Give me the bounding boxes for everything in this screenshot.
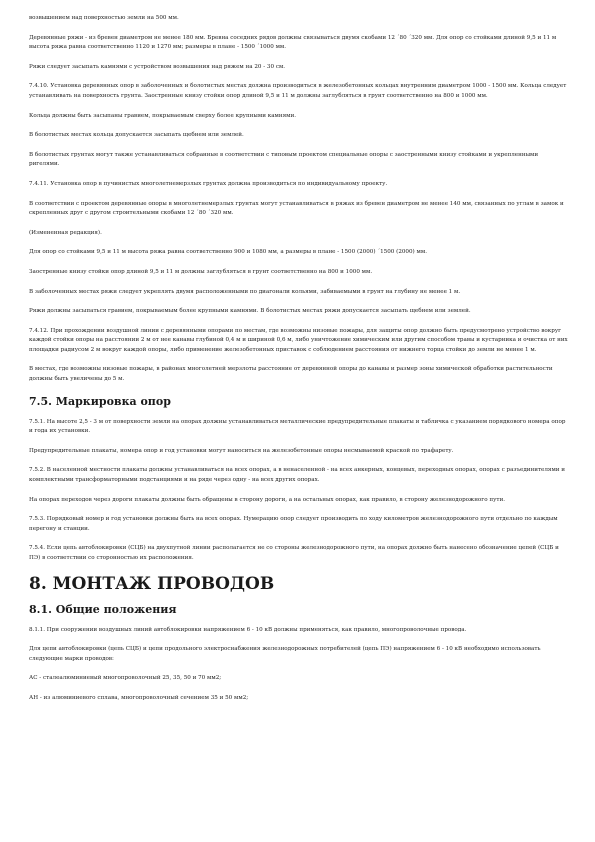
paragraph-8-1-1: 8.1.1. При сооружении воздушных линий автоблокировки напряжением 6 - 10 кВ должны применяться, как правило, многопроволочные провода. (29, 626, 467, 633)
paragraph-ryazh-dimensions: Для опор со стойками 9,5 и 11 м высота ряжа равна соответственно 900 и 1080 мм, а размеры в плане - 1500 (2000) ´1500 (2000) мм. (29, 249, 427, 256)
paragraph-7-4-10: 7.4.10. Установка деревянных опор в заболоченных и болотистых местах должна производиться в железобетонных кольцах внутренним диаметром 1000 - 1500 мм. Кольца следует устанавливать на поверхность грунта. Заостренные книзу стойки опор длиной 9,5 и 11 м должны заглубляться в грунт соответственно на 800 и 1000 мм. (29, 83, 567, 99)
paragraph-7-5-2: 7.5.2. В населенной местности плакаты должны устанавливаться на всех опорах, а в ненаселенной - на всех анкерных, концевых, переходных опорах, опорах с разъединителями и комплектными трансформаторными подстанциями и на ряде через одну - на всех других опорах. (29, 467, 566, 484)
paragraph-7-5-3: 7.5.3. Порядковый номер и год установки должны быть на всех опорах. Нумерацию опор следует производить по ходу километров железнодорожного пути отдельно по каждым перегону и станции. (29, 516, 558, 532)
chapter-heading-8: 8. МОНТАЖ ПРОВОДОВ (29, 573, 275, 594)
paragraph-7-4-11: 7.4.11. Установка опор в пучинистых многолетнемерзлых грунтах должна производиться по индивидуальному проекту. (29, 180, 388, 187)
paragraph-ryazh-height: возвышением над поверхностью земли на 500 мм. (29, 15, 179, 21)
paragraph-road-crossings: На опорах переходов через дороги плакаты должны быть обращены в сторону дороги, а на остальных опорах, как правило, в сторону железнодорожного пути. (29, 496, 505, 503)
paragraph-wire-ac: АС - сталеалюминиевый многопроволочный 25, 35, 50 и 70 мм2; (29, 675, 222, 682)
paragraph-wire-an: АН - из алюминиевого сплава, многопроволочный сечением 35 и 50 мм2; (29, 694, 249, 701)
paragraph-ryazh-fill: Ряжи следует засыпать камнями с устройством возвышения над ряжем на 20 - 30 см. (29, 63, 286, 70)
section-heading-7-5: 7.5. Маркировка опор (29, 394, 171, 408)
paragraph-wooden-ryazhi: Деревянные ряжи - из бревен диаметром не менее 180 мм. Бревна соседних рядов должны связываться двумя скобами 12 ´80 ´320 мм. Для опор со стойками длиной 9,5 и 11 м высота ряжа равна соответственно 1120 и 1270 мм; размеры в плане - 1500 ´1000 мм. (29, 34, 557, 51)
paragraph-7-4-12: 7.4.12. При прохождении воздушной линии с деревянными опорами по местам, где возможны низовые пожары, для защиты опор должно быть предусмотрено устройство вокруг каждой стойки опоры на расстоянии 2 м от нее канавы глубиной 0,4 м и шириной 0,6 м, либо уничтожение химическим или другим способом травы и кустарника и очистка от них площадки радиусом 2 м вокруг каждой опоры, либо применение железобетонных приставок с соблюдением расстояния от нижнего торца стойки до земли не менее 1 м. (29, 327, 568, 353)
paragraph-ryazh-gravel: Ряжи должны засыпаться гравием, покрываемым более крупными камнями. В болотистых местах ряжи допускается засыпать щебнем или землей. (29, 308, 471, 315)
paragraph-stakes-diagonal: В заболоченных местах ряжи следует укреплять двумя расположенными по диагонали кольями, забиваемыми в грунт на глубину не менее 1 м. (29, 288, 461, 295)
paragraph-rings-swamp: В болотистых местах кольца допускается засыпать щебнем или землей. (29, 132, 244, 139)
paragraph-7-5-4: 7.5.4. Если цепь автоблокировки (СЦБ) на двухпутной линии располагается не со стороны железнодорожного пути, на опорах должно быть нанесено обозначение цепей (СЦБ и ПЭ) в соответствии со сторонностью их расположения. (29, 545, 559, 561)
paragraph-wire-brands-intro: Для цепи автоблокировки (цепь СЦБ) и цепи продольного электроснабжения железнодорожных потребителей (цепь ПЭ) напряжением 6 - 10 кВ необходимо использовать следующие марки проводов: (29, 646, 541, 662)
paragraph-special-supports: В болотистых грунтах могут также устанавливаться собранные в соответствии с типовым проектом специальные опоры с заостренными книзу стойками и укрепленными ригелями. (29, 151, 539, 168)
paragraph-7-5-1: 7.5.1. На высоте 2,5 - 3 м от поверхности земли на опорах должны устанавливаться металлические предупредительные плакаты и табличка с указанием порядкового номера опор и года их установки. (29, 418, 566, 435)
paragraph-stake-depth: Заостренные книзу стойки опор длиной 9,5 и 11 м должны заглубляться в грунт соответственно на 800 и 1000 мм. (29, 268, 373, 275)
paragraph-permafrost-fires: В местах, где возможны низовые пожары, в районах многолетней мерзлоты расстояние от деревянной опоры до канавы и размер зоны химической обработки растительности должны быть увеличены до 5 м. (29, 366, 553, 383)
paragraph-amended-note: (Измененная редакция). (29, 229, 102, 236)
section-heading-8-1: 8.1. Общие положения (29, 602, 177, 616)
paragraph-rings-gravel: Кольца должны быть засыпаны гравием, покрываемым сверху более крупными камнями. (29, 112, 297, 119)
paragraph-permafrost-ryazhi: В соответствии с проектом деревянные опоры в многолетнемерзлых грунтах могут устанавливаться в ряжах из бревен диаметром не менее 140 мм, связанных по углам в замок и скрепленных друг с другом строительными скобами 12 ´80 ´320 мм. (29, 200, 564, 217)
paragraph-stencil-marking: Предупредительные плакаты, номера опор и год установки могут наноситься на железобетонные опоры несмываемой краской по трафарету. (29, 447, 454, 454)
